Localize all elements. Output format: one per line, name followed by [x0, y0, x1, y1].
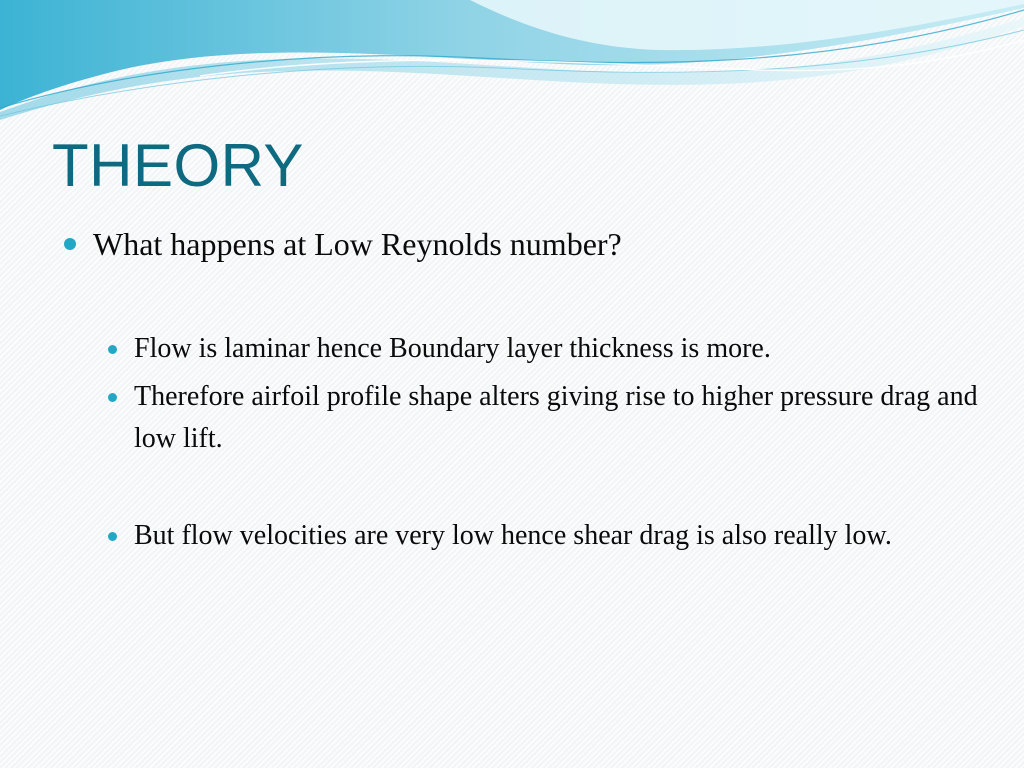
sub-bullet-item — [134, 376, 984, 460]
bullet-text: Therefore airfoil profile shape alters giving rise to higher pressure drag and low lift. — [134, 381, 978, 454]
slide-title: THEORY — [52, 132, 304, 199]
bullet-text: Flow is laminar hence Boundary layer thickness is more. — [134, 333, 771, 364]
bullet-dot-icon — [108, 532, 117, 541]
bullet-dot-icon — [108, 393, 117, 402]
bullet-item — [93, 222, 993, 266]
sub-bullet-item — [134, 515, 984, 557]
bullet-dot-icon — [108, 345, 117, 354]
bullet-text: But flow velocities are very low hence shear drag is also really low. — [134, 520, 892, 551]
bullet-dot-icon — [64, 238, 76, 250]
bullet-text: What happens at Low Reynolds number? — [93, 226, 622, 262]
sub-bullet-item — [134, 328, 984, 370]
